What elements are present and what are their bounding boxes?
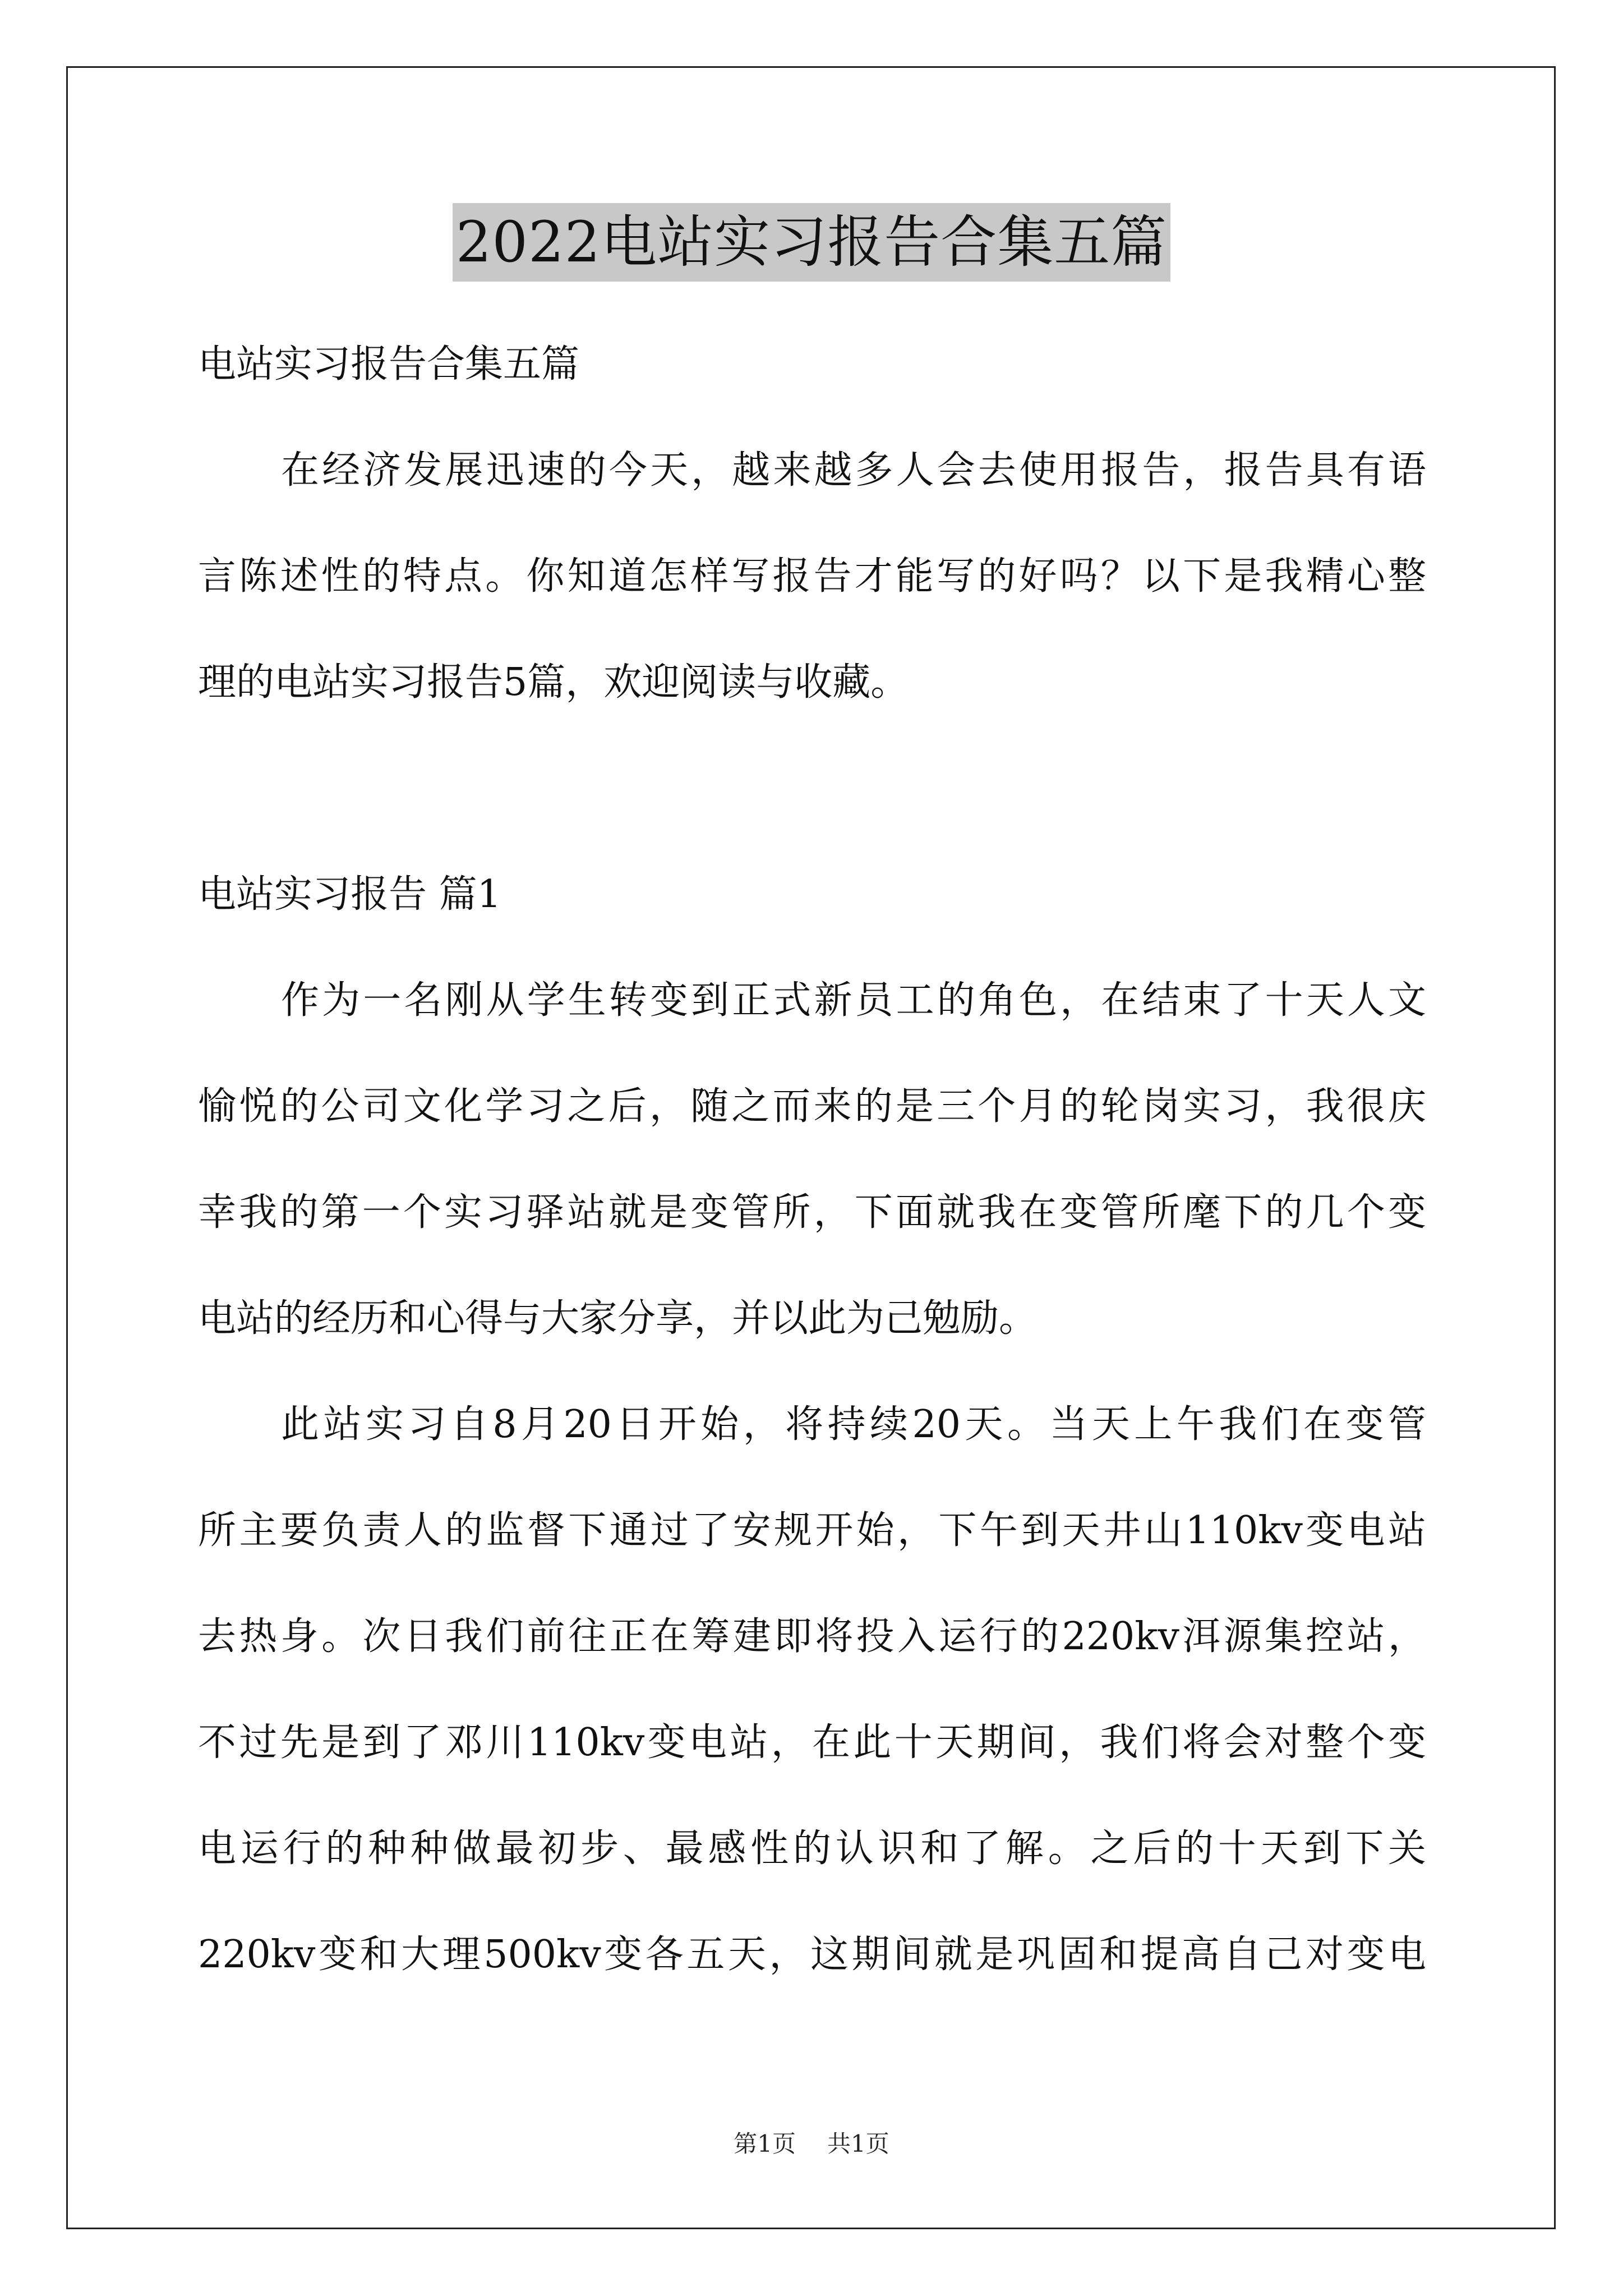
title-container: [0, 203, 1623, 282]
para2-line-6: 220kv变和大理500kv变各五天，这期间就是巩固和提高自己对变电: [198, 1932, 1426, 1977]
para1-line-4: 电站的经历和心得与大家分享，并以此为己勉励。: [198, 1296, 1038, 1341]
section-heading: 电站实习报告 篇1: [198, 872, 501, 917]
para1-line-3: 幸我的第一个实习驿站就是变管所，下面就我在变管所麾下的几个变: [198, 1190, 1426, 1235]
page-footer: [0, 2127, 1623, 2161]
para2-line-4: 不过先是到了邓川110kv变电站，在此十天期间，我们将会对整个变: [198, 1720, 1426, 1765]
document-subtitle: 电站实习报告合集五篇: [198, 342, 580, 386]
page-number: 第1页: [734, 2130, 796, 2157]
intro-line-3: 理的电站实习报告5篇，欢迎阅读与收藏。: [198, 660, 909, 705]
para2-line-2: 所主要负责人的监督下通过了安规开始，下午到天井山110kv变电站: [198, 1508, 1426, 1553]
para2-line-3: 去热身。次日我们前往正在筹建即将投入运行的220kv洱源集控站，: [198, 1614, 1426, 1659]
para2-line-1: 此站实习自8月20日开始，将持续20天。当天上午我们在变管: [281, 1402, 1426, 1447]
document-body: [198, 311, 1426, 2008]
para1-line-1: 作为一名刚从学生转变到正式新员工的角色，在结束了十天人文: [281, 978, 1426, 1023]
para1-line-2: 愉悦的公司文化学习之后，随之而来的是三个月的轮岗实习，我很庆: [198, 1084, 1426, 1129]
page-total: 共1页: [827, 2130, 889, 2157]
para2-line-5: 电运行的种种做最初步、最感性的认识和了解。之后的十天到下关: [198, 1826, 1426, 1871]
intro-line-1: 在经济发展迅速的今天，越来越多人会去使用报告，报告具有语: [281, 448, 1426, 493]
section-spacer: [198, 735, 1426, 841]
intro-line-2: 言陈述性的特点。你知道怎样写报告才能写的好吗？以下是我精心整: [198, 554, 1426, 599]
document-title: 2022电站实习报告合集五篇: [453, 203, 1171, 282]
